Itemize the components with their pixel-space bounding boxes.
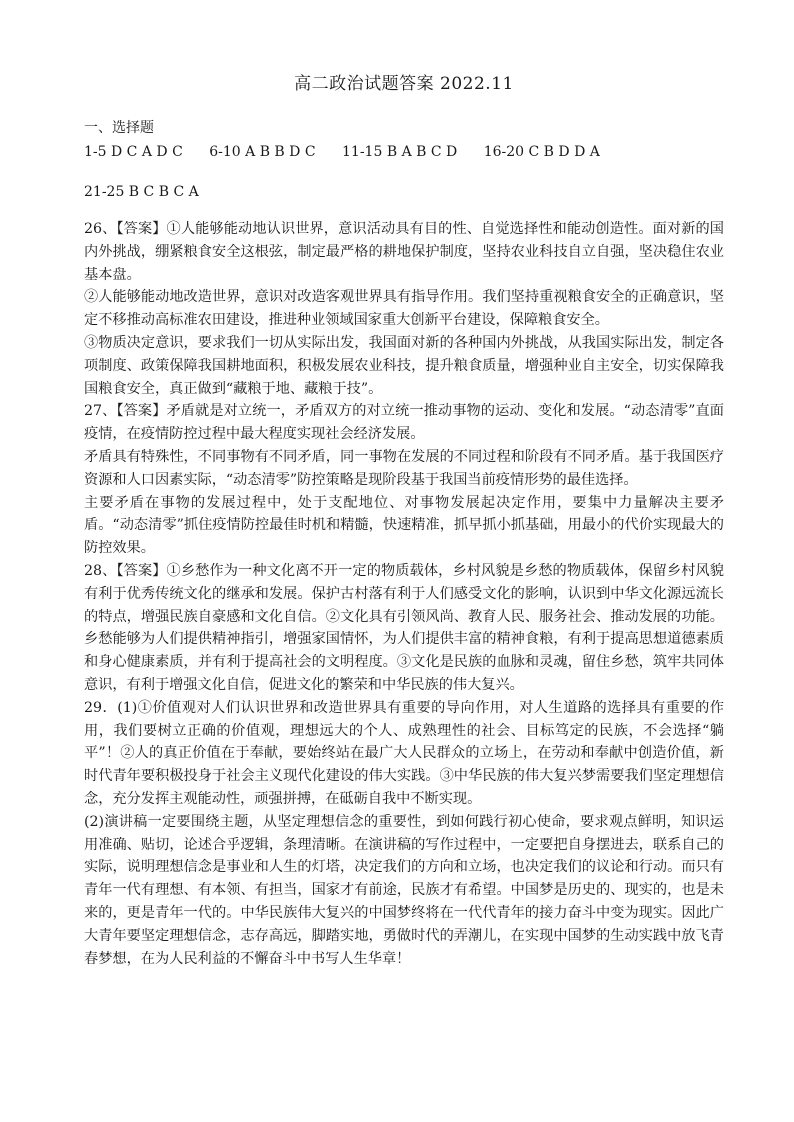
choice-answers-row: [84, 182, 724, 202]
answer-paragraph: (2)演讲稿一定要围绕主题，从坚定理想信念的重要性，到如何践行初心使命，要求观点鲜明，知识运用准确、贴切，论述合乎逻辑，条理清晰。在演讲稿的写作过程中，一定要把自身摆进去，联系自己的实际，说明理想信念是事业和人生的灯塔，决定我们的方向和立场，也决定我们的议论和行动。而只有青年一代有理想、有本领、有担当，国家才有前途，民族才有希望。中国梦是历史的、现实的，也是未来的，更是青年一代的。中华民族伟大复兴的中国梦终将在一代代青年的接力奋斗中变为现实。因此广大青年要坚定理想信念，志存高远，脚踏实地，勇做时代的弄潮儿，在实现中国梦的生动实践中放飞青春梦想，在为人民利益的不懈奋斗中书写人生华章！: [84, 813, 724, 967]
page-title: 高二政治试题答案 2022.11: [294, 74, 514, 94]
answer-paragraph: 29．(1)①价值观对人们认识世界和改造世界具有重要的导向作用，对人生道路的选择具有重要的作用，我们要树立正确的价值观，理想远大的个人、成熟理性的社会、目标笃定的民族，不会选择“躺平”！②人的真正价值在于奉献，要始终站在最广大人民群众的立场上，在劳动和奉献中创造价值，新时代青年要积极投身于社会主义现代化建设的伟大实践。③中华民族的伟大复兴梦需要我们坚定理想信念，充分发挥主观能动性，顽强拼搏，在砥砺自我中不断实现。: [84, 699, 724, 807]
answer-group: 16-20 C B D D A: [483, 144, 600, 160]
choice-answers-row: [84, 142, 724, 162]
section-heading: 一、选择题: [84, 120, 154, 136]
answer-group: 21-25 B C B C A: [84, 184, 199, 200]
answer-document: [84, 72, 724, 970]
answer-paragraph: 28、【答案】①乡愁作为一种文化离不开一定的物质载体，乡村风貌是乡愁的物质载体，保留乡村风貌有利于优秀传统文化的继承和发展。保护古村落有利于人们感受文化的影响，认识到中华文化源远流长的特点，增强民族自豪感和文化自信。②文化具有引领风尚、教育人民、服务社会、推动发展的功能。乡愁能够为人们提供精神指引，增强家国情怀，为人们提供丰富的精神食粮，有利于提高思想道德素质和身心健康素质，并有利于提高社会的文明程度。③文化是民族的血脉和灵魂，留住乡愁，筑牢共同体意识，有利于增强文化自信，促进文化的繁荣和中华民族的伟大复兴。: [84, 562, 724, 693]
answer-paragraph: ②人能够能动地改造世界，意识对改造客观世界具有指导作用。我们坚持重视粮食安全的正确意识，坚定不移推动高标准农田建设，推进种业领域国家重大创新平台建设，保障粮食安全。: [84, 289, 724, 329]
answer-paragraph: 主要矛盾在事物的发展过程中，处于支配地位、对事物发展起决定作用，要集中力量解决主要矛盾。“动态清零”抓住疫情防控最佳时机和精髓，快速精准，抓早抓小抓基础，用最小的代价实现最大的防控效果。: [84, 494, 724, 557]
answer-group: 6-10 A B B D C: [209, 144, 316, 160]
answer-paragraph: ③物质决定意识，要求我们一切从实际出发，我国面对新的各种国内外挑战，从我国实际出发，制定各项制度、政策保障我国耕地面积，积极发展农业科技，提升粮食质量，增强种业自主安全，切实保障我国粮食安全，真正做到“藏粮于地、藏粮于技”。: [84, 334, 724, 397]
answer-paragraph: 27、【答案】矛盾就是对立统一，矛盾双方的对立统一推动事物的运动、变化和发展。“动态清零”直面疫情，在疫情防控过程中最大程度实现社会经济发展。: [84, 403, 724, 443]
answer-paragraph: 矛盾具有特殊性，不同事物有不同矛盾，同一事物在发展的不同过程和阶段有不同矛盾。基于我国医疗资源和人口因素实际，“动态清零”防控策略是现阶段基于我国当前疫情形势的最佳选择。: [84, 448, 724, 488]
answer-group: 11-15 B A B C D: [342, 144, 458, 160]
answer-group: 1-5 D C A D C: [84, 144, 183, 160]
answer-paragraph: 26、【答案】①人能够能动地认识世界，意识活动具有目的性、自觉选择性和能动创造性。面对新的国内外挑战，绷紧粮食安全这根弦，制定最严格的耕地保护制度，坚持农业科技自立自强，坚决稳住农业基本盘。: [84, 221, 724, 283]
